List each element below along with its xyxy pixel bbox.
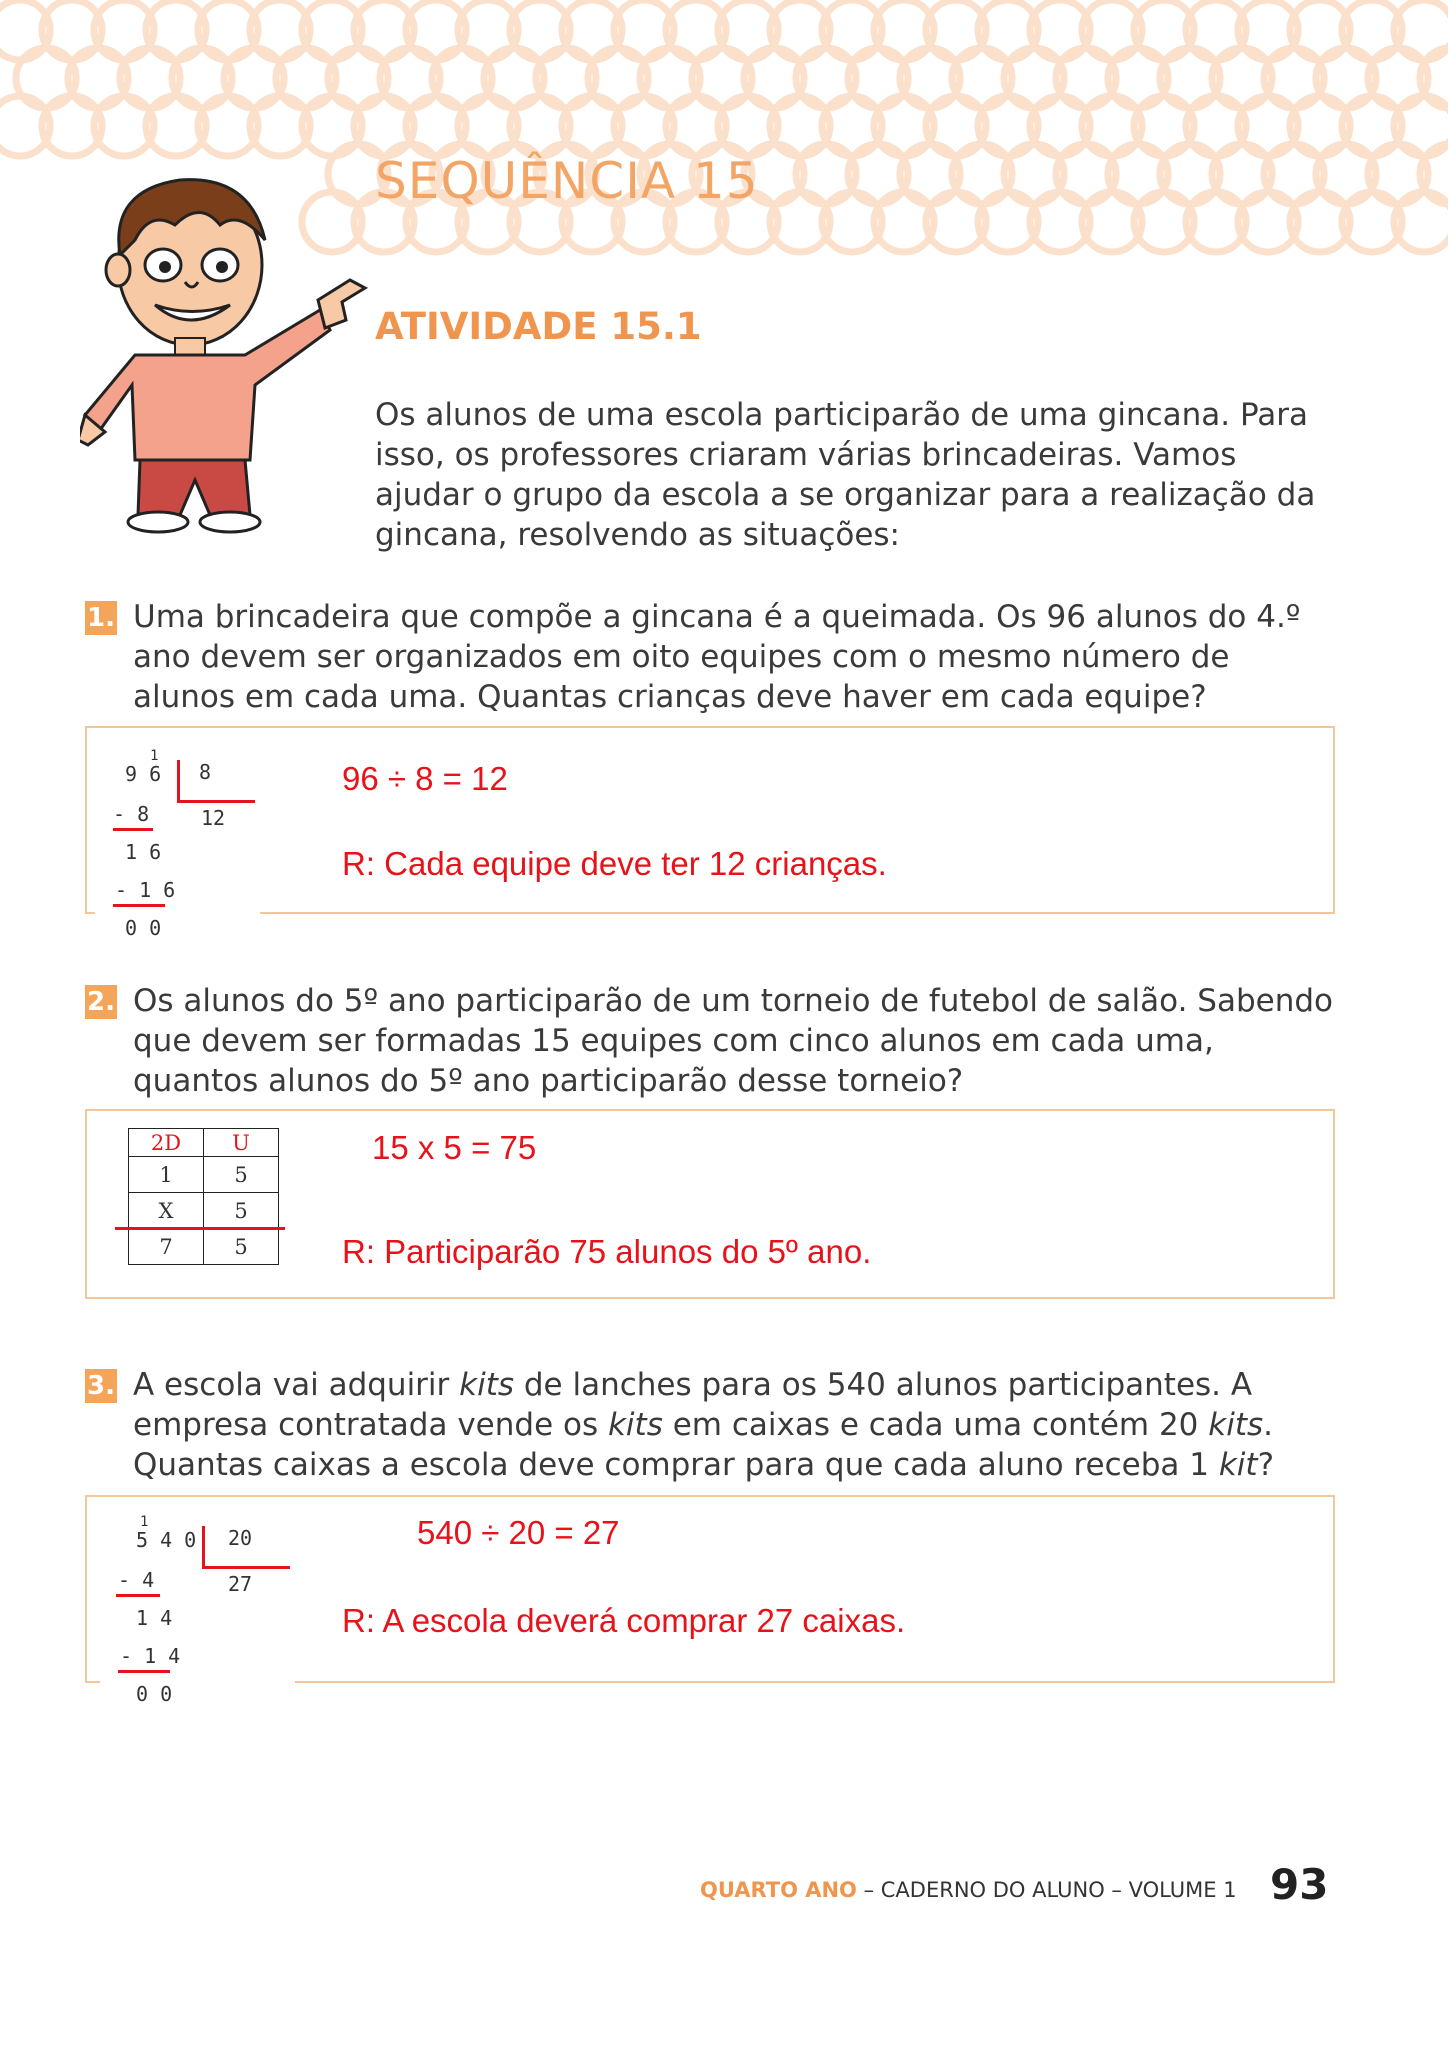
footer — [700, 1878, 1237, 1902]
divisor: 8 — [199, 760, 212, 784]
text-part: ? — [1257, 1447, 1275, 1483]
carry-digit: 1 — [150, 748, 159, 764]
cell: X — [129, 1193, 204, 1229]
remainder-2: 0 0 — [136, 1682, 173, 1706]
text-part: . Quantas caixas a escola deve comprar para que cada aluno receba 1 — [133, 1407, 1273, 1483]
dividend: 9 6 — [125, 762, 162, 786]
footer-volume: – CADERNO DO ALUNO – VOLUME 1 — [856, 1878, 1237, 1902]
underline — [113, 904, 165, 907]
quotient: 12 — [201, 806, 226, 830]
units-header: U — [204, 1129, 279, 1157]
text-part: kit — [1218, 1447, 1258, 1483]
answer-box-1 — [85, 726, 1335, 914]
tens-header: 2D — [129, 1129, 204, 1157]
operation-text: 540 ÷ 20 = 27 — [417, 1514, 620, 1551]
cell: 5 — [204, 1193, 279, 1229]
question-number: 1. — [85, 601, 117, 635]
pointing-boy-illustration — [80, 170, 380, 540]
subtraction-1: - 4 — [118, 1568, 155, 1592]
question-text — [133, 1365, 1335, 1485]
operation-text: 96 ÷ 8 = 12 — [342, 760, 508, 797]
answer-text: R: Participarão 75 alunos do 5º ano. — [342, 1233, 872, 1270]
text-part: de lanches para os 540 alunos participantes. A empresa contratada vende os — [133, 1367, 1253, 1443]
intro-paragraph: Os alunos de uma escola participarão de uma gincana. Para isso, os professores criaram várias brincadeiras. Vamos ajudar o grupo da escola a se organizar para a realização da gincana, resolvendo as situações: — [375, 397, 1316, 553]
question-3 — [85, 1365, 1335, 1485]
operation-text: 15 x 5 = 75 — [372, 1129, 537, 1166]
text-part: kits — [607, 1407, 663, 1443]
question-number: 2. — [85, 985, 117, 1019]
answer-text: R: A escola deverá comprar 27 caixas. — [342, 1602, 906, 1639]
long-division-work-1 — [95, 748, 260, 943]
cell: 5 — [204, 1229, 279, 1265]
question-text: Os alunos do 5º ano participarão de um torneio de futebol de salão. Sabendo que devem ser formadas 15 equipes com cinco alunos em cada uma, quantos alunos do 5º ano participarão desse torneio? — [133, 983, 1333, 1099]
multiplication-table — [128, 1128, 279, 1265]
cell: 5 — [204, 1157, 279, 1193]
underline — [118, 1670, 170, 1673]
question-text: Uma brincadeira que compõe a gincana é a queimada. Os 96 alunos do 4.º ano devem ser organizados em oito equipes com o mesmo número de alunos em cada uma. Quantas crianças deve haver em cada equipe? — [133, 599, 1301, 715]
text-part: kits — [459, 1367, 515, 1403]
quotient: 27 — [228, 1572, 253, 1596]
sequence-title: SEQUÊNCIA 15 — [375, 152, 759, 210]
text-part: kits — [1208, 1407, 1264, 1443]
division-bracket — [177, 760, 180, 802]
question-number: 3. — [85, 1369, 117, 1403]
answer-text: R: Cada equipe deve ter 12 crianças. — [342, 845, 887, 882]
page-number: 93 — [1270, 1860, 1329, 1909]
dividend: 5 4 0 — [136, 1528, 197, 1552]
subtraction-2: - 1 6 — [115, 878, 176, 902]
divisor: 20 — [228, 1526, 253, 1550]
division-bracket — [202, 1526, 205, 1568]
question-2 — [85, 981, 1335, 1101]
remainder-1: 1 4 — [136, 1606, 173, 1630]
cell: 1 — [129, 1157, 204, 1193]
footer-grade: QUARTO ANO — [700, 1878, 857, 1902]
carry-digit: 1 — [140, 1514, 149, 1530]
underline — [116, 1594, 160, 1597]
division-bracket-base — [202, 1566, 290, 1569]
result-line — [115, 1227, 285, 1230]
remainder-1: 1 6 — [125, 840, 162, 864]
subtraction-2: - 1 4 — [120, 1644, 181, 1668]
division-bracket-base — [177, 800, 255, 803]
long-division-work-3 — [100, 1514, 295, 1714]
cell: 7 — [129, 1229, 204, 1265]
question-1 — [85, 597, 1335, 717]
text-part: em caixas e cada uma contém 20 — [662, 1407, 1209, 1443]
activity-title: ATIVIDADE 15.1 — [375, 305, 702, 348]
remainder-2: 0 0 — [125, 916, 162, 940]
subtraction-1: - 8 — [113, 802, 150, 826]
underline — [113, 828, 153, 831]
text-part: A escola vai adquirir — [133, 1367, 460, 1403]
